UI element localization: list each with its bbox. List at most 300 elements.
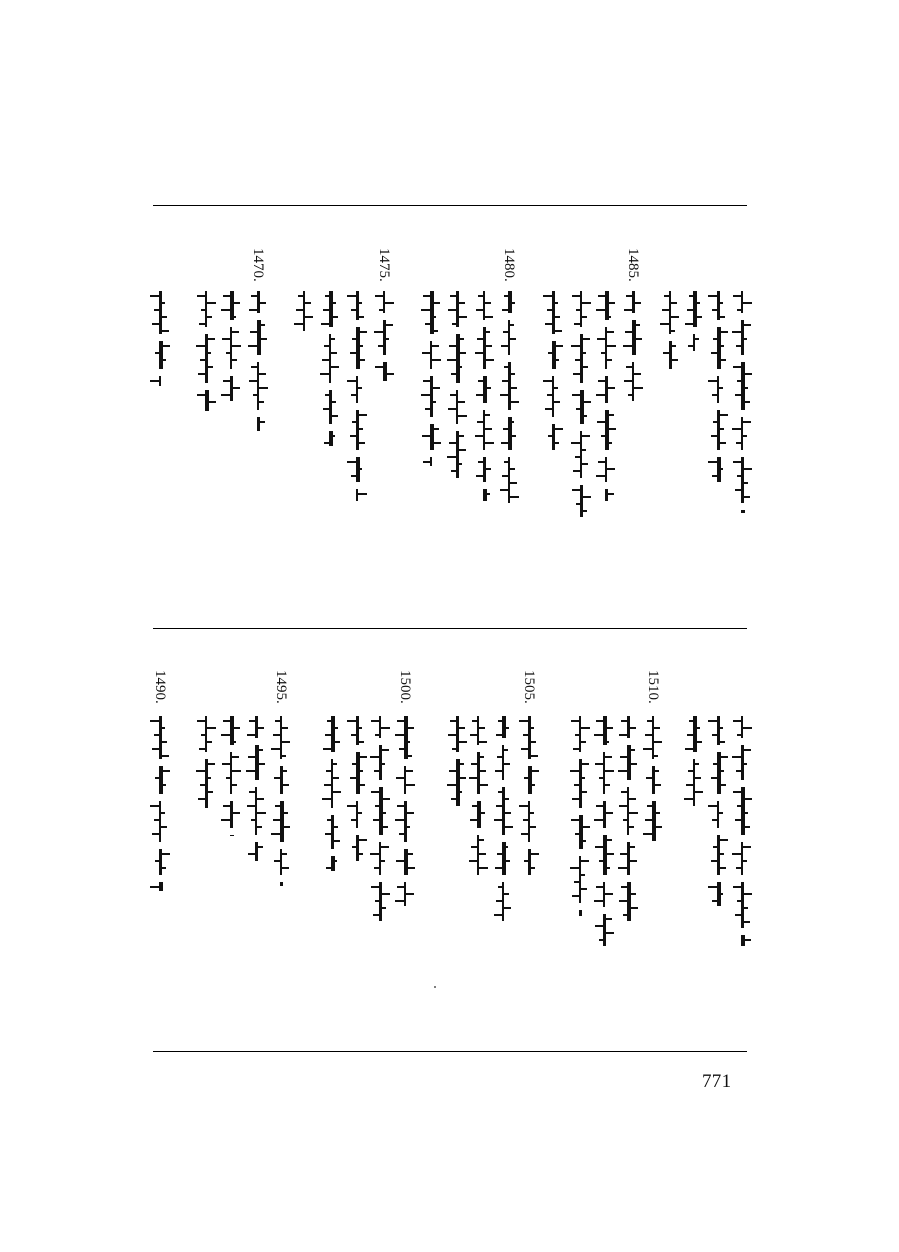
script-stroke bbox=[231, 756, 239, 758]
script-stroke bbox=[457, 352, 466, 354]
script-stroke bbox=[718, 812, 723, 814]
script-word bbox=[717, 327, 721, 369]
script-stroke bbox=[332, 741, 340, 743]
script-stroke bbox=[572, 489, 581, 491]
script-stroke bbox=[206, 777, 211, 779]
script-stroke bbox=[405, 812, 414, 814]
script-stroke bbox=[457, 415, 467, 417]
script-stroke bbox=[712, 900, 718, 902]
script-stroke bbox=[330, 338, 335, 340]
script-stroke bbox=[198, 798, 206, 800]
script-stroke bbox=[281, 770, 287, 772]
script-stroke bbox=[384, 302, 394, 304]
script-stroke bbox=[374, 331, 384, 333]
script-stroke bbox=[509, 435, 516, 437]
script-stroke bbox=[596, 309, 606, 311]
script-stroke bbox=[352, 338, 357, 340]
script-stroke bbox=[596, 720, 604, 722]
script-stroke bbox=[357, 853, 363, 855]
script-stroke bbox=[231, 302, 240, 304]
script-word bbox=[483, 327, 486, 369]
script-stroke bbox=[502, 309, 509, 311]
script-stroke bbox=[543, 380, 553, 382]
script-word bbox=[430, 376, 433, 417]
script-stroke bbox=[598, 380, 606, 382]
script-stroke bbox=[733, 886, 742, 888]
script-stroke bbox=[509, 468, 515, 470]
script-stroke bbox=[206, 316, 212, 318]
script-stroke bbox=[396, 860, 405, 862]
script-stroke bbox=[397, 805, 405, 807]
script-stroke bbox=[708, 805, 718, 807]
script-stroke bbox=[457, 338, 464, 340]
script-word bbox=[483, 410, 485, 450]
script-stroke bbox=[258, 338, 267, 340]
script-stroke bbox=[653, 741, 662, 743]
script-stroke bbox=[623, 345, 633, 347]
script-stroke bbox=[628, 846, 635, 848]
script-stroke bbox=[498, 791, 503, 793]
script-stroke bbox=[606, 345, 616, 347]
script-stroke bbox=[570, 770, 580, 772]
script-stroke bbox=[475, 435, 484, 437]
script-stroke bbox=[737, 805, 742, 807]
mongolian-script-glyphs bbox=[619, 716, 637, 921]
script-stroke bbox=[595, 846, 604, 848]
script-stroke bbox=[742, 496, 750, 498]
script-stroke bbox=[694, 777, 701, 779]
script-stroke bbox=[206, 791, 213, 793]
script-stroke bbox=[477, 421, 484, 423]
script-stroke bbox=[621, 886, 628, 888]
script-word bbox=[477, 835, 479, 875]
script-stroke bbox=[330, 366, 339, 368]
bottom-rule bbox=[153, 1051, 747, 1052]
script-stroke bbox=[689, 295, 694, 297]
script-stroke bbox=[248, 853, 256, 855]
script-stroke bbox=[357, 784, 365, 786]
script-stroke bbox=[523, 819, 529, 821]
script-word bbox=[159, 716, 162, 759]
script-stroke bbox=[423, 461, 431, 463]
script-stroke bbox=[694, 763, 699, 765]
script-stroke bbox=[351, 475, 357, 477]
line-number: 1475. bbox=[376, 248, 392, 282]
script-stroke bbox=[581, 302, 591, 304]
script-stroke bbox=[599, 777, 604, 779]
script-stroke bbox=[405, 867, 415, 869]
script-stroke bbox=[619, 805, 628, 807]
script-stroke bbox=[735, 489, 742, 491]
script-stroke bbox=[574, 784, 580, 786]
mongolian-script-glyphs bbox=[572, 291, 590, 521]
script-stroke bbox=[604, 839, 612, 841]
script-stroke bbox=[431, 428, 439, 430]
script-stroke bbox=[718, 839, 728, 841]
script-stroke bbox=[160, 867, 166, 869]
script-stroke bbox=[606, 493, 614, 495]
script-stroke bbox=[222, 763, 231, 765]
script-stroke bbox=[598, 461, 606, 463]
script-stroke bbox=[688, 345, 694, 347]
script-word bbox=[430, 291, 434, 334]
mongolian-script-glyphs bbox=[475, 291, 493, 501]
script-stroke bbox=[573, 373, 581, 375]
script-stroke bbox=[155, 352, 160, 354]
script-stroke bbox=[713, 846, 718, 848]
script-stroke bbox=[712, 394, 718, 396]
script-stroke bbox=[619, 900, 628, 902]
script-word bbox=[652, 801, 656, 841]
script-word bbox=[652, 716, 654, 759]
script-stroke bbox=[524, 860, 529, 862]
script-stroke bbox=[347, 380, 357, 382]
script-stroke bbox=[509, 338, 516, 340]
script-stroke bbox=[397, 886, 405, 888]
script-stroke bbox=[580, 791, 587, 793]
script-stroke bbox=[664, 295, 670, 297]
script-word bbox=[159, 291, 162, 334]
script-stroke bbox=[573, 748, 580, 750]
mongolian-script-glyphs bbox=[624, 291, 642, 401]
script-stroke bbox=[457, 366, 462, 368]
script-stroke bbox=[384, 338, 389, 340]
script-stroke bbox=[298, 295, 304, 297]
script-stroke bbox=[375, 366, 384, 368]
mongolian-script-glyphs bbox=[323, 716, 341, 871]
script-stroke bbox=[351, 309, 357, 311]
script-stroke bbox=[248, 345, 258, 347]
script-stroke bbox=[378, 345, 384, 347]
script-stroke bbox=[660, 323, 670, 325]
script-stroke bbox=[521, 833, 529, 835]
script-stroke bbox=[357, 442, 365, 444]
script-stroke bbox=[628, 907, 638, 909]
script-stroke bbox=[575, 359, 581, 361]
script-stroke bbox=[604, 770, 614, 772]
script-stroke bbox=[599, 860, 604, 862]
script-stroke bbox=[457, 302, 465, 304]
mongolian-script-glyphs bbox=[396, 716, 414, 906]
script-stroke bbox=[425, 323, 431, 325]
script-stroke bbox=[624, 380, 633, 382]
script-stroke bbox=[199, 748, 206, 750]
script-stroke bbox=[521, 748, 529, 750]
script-stroke bbox=[332, 763, 337, 765]
script-stroke bbox=[494, 914, 503, 916]
script-stroke bbox=[718, 345, 724, 347]
script-stroke bbox=[448, 408, 457, 410]
script-stroke bbox=[451, 373, 457, 375]
script-stroke bbox=[653, 812, 660, 814]
script-stroke bbox=[553, 387, 558, 389]
script-stroke bbox=[231, 741, 236, 743]
script-stroke bbox=[478, 853, 486, 855]
script-stroke bbox=[251, 819, 256, 821]
script-stroke bbox=[357, 316, 364, 318]
script-stroke bbox=[545, 408, 553, 410]
script-word bbox=[717, 752, 721, 794]
mongolian-script-glyphs bbox=[709, 291, 727, 487]
script-stroke bbox=[475, 352, 484, 354]
script-stroke bbox=[548, 435, 553, 437]
line-number: 1495. bbox=[273, 670, 289, 704]
script-stroke bbox=[509, 496, 519, 498]
script-stroke bbox=[503, 860, 510, 862]
script-stroke bbox=[231, 316, 236, 318]
script-stroke bbox=[509, 421, 514, 423]
line-number: 1500. bbox=[397, 670, 413, 704]
script-stroke bbox=[457, 449, 466, 451]
script-stroke bbox=[478, 756, 484, 758]
script-stroke bbox=[231, 770, 241, 772]
script-stroke bbox=[397, 720, 405, 722]
script-stroke bbox=[160, 316, 167, 318]
script-stroke bbox=[606, 359, 612, 361]
script-stroke bbox=[421, 394, 431, 396]
script-stroke bbox=[718, 727, 723, 729]
script-stroke bbox=[399, 833, 405, 835]
script-word bbox=[605, 327, 607, 369]
script-stroke bbox=[694, 316, 702, 318]
script-word bbox=[693, 334, 695, 351]
script-stroke bbox=[618, 867, 628, 869]
script-stroke bbox=[571, 345, 581, 347]
script-stroke bbox=[733, 461, 742, 463]
script-stroke bbox=[484, 442, 494, 444]
script-stroke bbox=[572, 895, 580, 897]
script-stroke bbox=[380, 727, 390, 729]
script-stroke bbox=[733, 366, 742, 368]
mongolian-script-glyphs bbox=[249, 291, 267, 431]
script-stroke bbox=[478, 295, 484, 297]
script-stroke bbox=[628, 749, 635, 751]
script-stroke bbox=[553, 401, 560, 403]
script-stroke bbox=[471, 846, 478, 848]
script-stroke bbox=[258, 324, 265, 326]
script-stroke bbox=[718, 784, 726, 786]
script-stroke bbox=[357, 359, 365, 361]
script-stroke bbox=[484, 387, 491, 389]
script-stroke bbox=[457, 435, 464, 437]
script-stroke bbox=[223, 805, 231, 807]
script-stroke bbox=[628, 893, 636, 895]
script-stroke bbox=[495, 770, 503, 772]
script-stroke bbox=[596, 886, 604, 888]
script-stroke bbox=[380, 907, 386, 909]
script-stroke bbox=[452, 748, 457, 750]
script-stroke bbox=[685, 323, 694, 325]
script-stroke bbox=[575, 456, 581, 458]
script-stroke bbox=[712, 819, 718, 821]
script-word bbox=[356, 327, 360, 369]
script-stroke bbox=[742, 921, 750, 923]
script-stroke bbox=[457, 791, 462, 793]
script-stroke bbox=[553, 330, 562, 332]
script-stroke bbox=[519, 720, 529, 722]
script-stroke bbox=[271, 833, 281, 835]
script-stroke bbox=[332, 826, 338, 828]
mongolian-script-glyphs bbox=[733, 291, 751, 513]
script-stroke bbox=[670, 359, 678, 361]
line-number: 1490. bbox=[152, 670, 168, 704]
script-stroke bbox=[708, 380, 718, 382]
script-stroke bbox=[596, 394, 606, 396]
script-stroke bbox=[604, 727, 613, 729]
script-stroke bbox=[509, 387, 517, 389]
script-stroke bbox=[357, 302, 362, 304]
script-stroke bbox=[471, 763, 478, 765]
script-stroke bbox=[323, 309, 330, 311]
script-stroke bbox=[274, 777, 281, 779]
script-stroke bbox=[570, 867, 580, 869]
script-stroke bbox=[371, 886, 380, 888]
script-stroke bbox=[742, 421, 751, 423]
mongolian-script-glyphs bbox=[247, 716, 265, 861]
line-number: 1510. bbox=[645, 670, 661, 704]
script-stroke bbox=[742, 338, 747, 340]
script-stroke bbox=[737, 380, 742, 382]
script-stroke bbox=[595, 763, 604, 765]
script-stroke bbox=[619, 734, 628, 736]
script-stroke bbox=[718, 853, 724, 855]
script-stroke bbox=[457, 741, 467, 743]
script-stroke bbox=[594, 819, 604, 821]
script-stroke bbox=[246, 770, 256, 772]
script-stroke bbox=[478, 812, 485, 814]
script-stroke bbox=[332, 791, 341, 793]
script-stroke bbox=[504, 366, 509, 368]
script-stroke bbox=[396, 777, 405, 779]
script-word bbox=[257, 417, 260, 431]
script-stroke bbox=[154, 309, 160, 311]
script-stroke bbox=[375, 734, 380, 736]
script-stroke bbox=[736, 345, 742, 347]
script-stroke bbox=[248, 756, 256, 758]
script-stroke bbox=[575, 734, 580, 736]
script-stroke bbox=[281, 812, 288, 814]
script-stroke bbox=[625, 331, 633, 333]
script-stroke bbox=[497, 756, 503, 758]
script-stroke bbox=[685, 748, 694, 750]
script-stroke bbox=[160, 727, 165, 729]
script-stroke bbox=[281, 867, 289, 869]
script-stroke bbox=[687, 734, 694, 736]
script-stroke bbox=[496, 900, 503, 902]
script-stroke bbox=[249, 309, 258, 311]
script-stroke bbox=[498, 886, 503, 888]
script-stroke bbox=[574, 881, 580, 883]
script-stroke bbox=[604, 812, 613, 814]
script-stroke bbox=[503, 749, 508, 751]
script-stroke bbox=[502, 380, 509, 382]
script-stroke bbox=[504, 295, 509, 297]
script-stroke bbox=[332, 840, 340, 842]
mongolian-script-glyphs bbox=[448, 716, 466, 806]
script-stroke bbox=[742, 846, 751, 848]
script-stroke bbox=[718, 387, 723, 389]
script-stroke bbox=[708, 720, 718, 722]
script-stroke bbox=[380, 893, 390, 895]
script-stroke bbox=[160, 302, 165, 304]
script-stroke bbox=[478, 727, 485, 729]
mongolian-script-glyphs bbox=[272, 716, 290, 886]
mongolian-script-glyphs bbox=[709, 716, 727, 906]
script-stroke bbox=[450, 720, 457, 722]
script-stroke bbox=[357, 468, 362, 470]
script-stroke bbox=[509, 324, 514, 326]
script-stroke bbox=[431, 345, 439, 347]
script-word bbox=[230, 835, 234, 836]
script-stroke bbox=[448, 734, 457, 736]
script-stroke bbox=[553, 345, 563, 347]
script-stroke bbox=[708, 295, 718, 297]
script-stroke bbox=[206, 727, 216, 729]
script-stroke bbox=[470, 819, 478, 821]
script-stroke bbox=[332, 727, 338, 729]
script-stroke bbox=[357, 756, 367, 758]
script-stroke bbox=[718, 756, 728, 758]
script-stroke bbox=[405, 770, 413, 772]
mongolian-script-glyphs bbox=[222, 291, 240, 401]
script-stroke bbox=[431, 359, 441, 361]
script-stroke bbox=[623, 914, 628, 916]
mongolian-script-glyphs bbox=[685, 716, 703, 806]
script-stroke bbox=[604, 893, 613, 895]
script-stroke bbox=[423, 295, 431, 297]
script-stroke bbox=[357, 331, 367, 333]
script-stroke bbox=[200, 784, 206, 786]
script-stroke bbox=[457, 463, 462, 465]
script-stroke bbox=[500, 489, 509, 491]
script-stroke bbox=[580, 727, 590, 729]
script-stroke bbox=[580, 874, 585, 876]
script-stroke bbox=[543, 295, 553, 297]
script-stroke bbox=[395, 900, 405, 902]
script-stroke bbox=[742, 860, 747, 862]
mongolian-script-glyphs bbox=[375, 291, 393, 381]
script-stroke bbox=[694, 741, 702, 743]
script-word bbox=[159, 801, 161, 842]
mongolian-script-glyphs bbox=[348, 716, 366, 861]
script-stroke bbox=[258, 302, 266, 304]
script-stroke bbox=[281, 727, 288, 729]
script-stroke bbox=[380, 798, 390, 800]
script-stroke bbox=[718, 867, 726, 869]
script-stroke bbox=[494, 819, 503, 821]
script-word bbox=[230, 752, 232, 794]
script-stroke bbox=[231, 812, 240, 814]
script-stroke bbox=[206, 763, 215, 765]
script-stroke bbox=[574, 323, 581, 325]
script-stroke bbox=[718, 302, 723, 304]
script-stroke bbox=[581, 449, 586, 451]
script-stroke bbox=[737, 309, 742, 311]
script-stroke bbox=[620, 853, 628, 855]
script-stroke bbox=[321, 323, 330, 325]
script-stroke bbox=[370, 853, 380, 855]
script-stroke bbox=[686, 784, 694, 786]
script-stroke bbox=[197, 720, 206, 722]
script-stroke bbox=[628, 798, 636, 800]
script-word bbox=[280, 801, 284, 842]
script-stroke bbox=[281, 784, 289, 786]
script-stroke bbox=[503, 812, 511, 814]
script-stroke bbox=[670, 330, 675, 332]
script-stroke bbox=[200, 359, 206, 361]
script-stroke bbox=[606, 302, 615, 304]
script-stroke bbox=[150, 886, 160, 888]
